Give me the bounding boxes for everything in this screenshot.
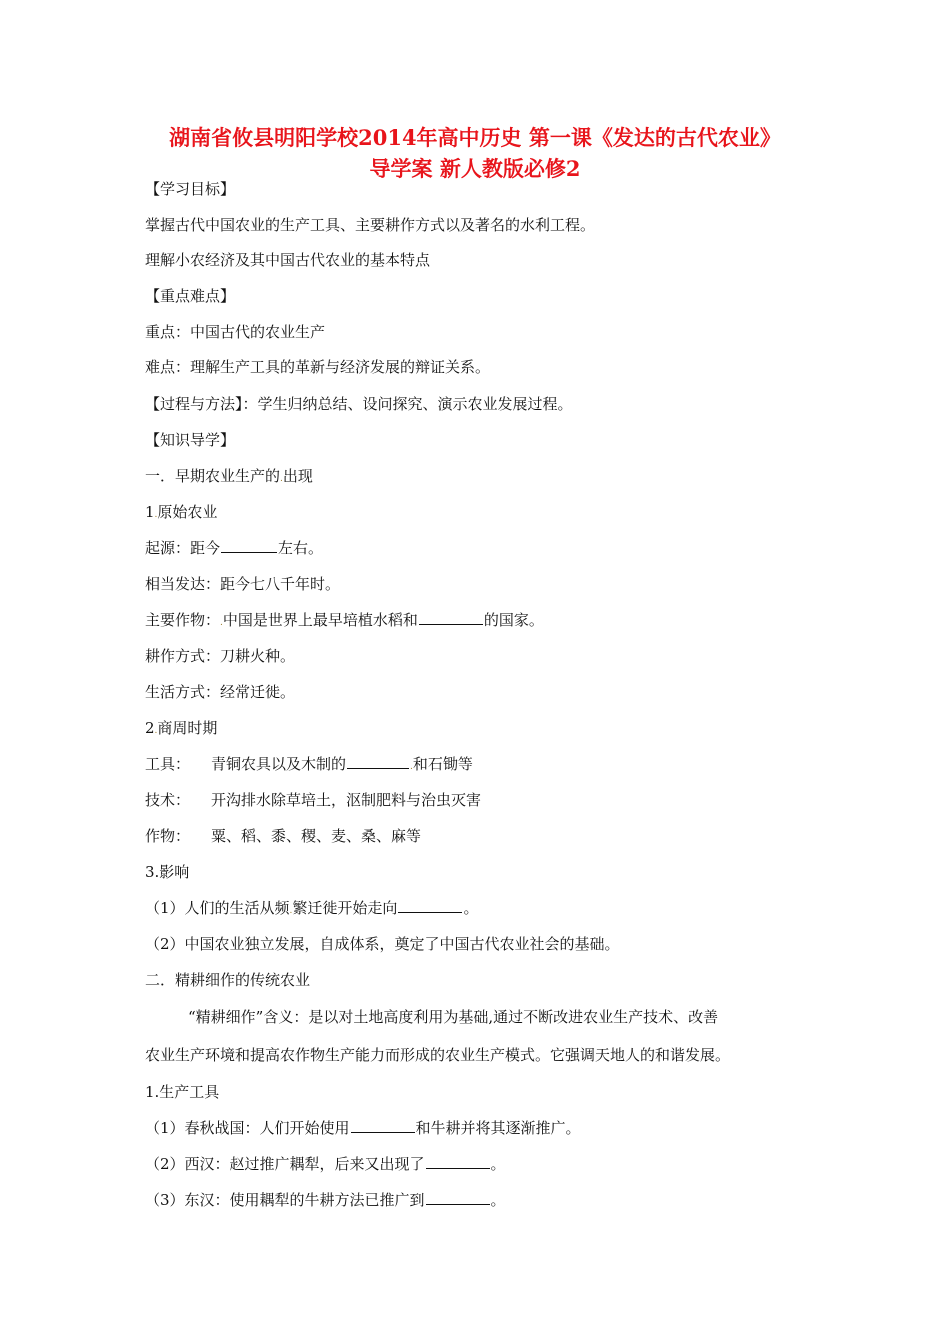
tech-line [145, 789, 481, 810]
subsection-1-2-num: 2 [145, 719, 155, 737]
mark-dot: . [410, 762, 413, 772]
fill-blank[interactable] [426, 1189, 490, 1205]
doc-title-line2: 导学案 新人教版必修2 [369, 156, 581, 181]
zuowu-label: 作物： [145, 827, 191, 845]
impact-1-text-b: 繁迁徙开始走向 [292, 899, 398, 917]
heading-guide: 【知识导学】 [145, 431, 236, 449]
life-line: 生活方式：经常迁徙。 [145, 683, 296, 701]
subsection-2-1: 1.生产工具 [145, 1083, 220, 1101]
tool-3-line [145, 1189, 506, 1210]
crops-text-a: 主要作物： [145, 611, 221, 629]
tech-label: 技术： [145, 791, 191, 809]
tools-text-a: 青铜农具以及木制的 [211, 755, 347, 773]
subsection-1-1-text: 原始农业 [157, 503, 218, 521]
farming-line: 耕作方式：刀耕火种。 [145, 647, 296, 665]
tool-1-text-a: （1）春秋战国：人们开始使用 [145, 1119, 350, 1137]
fill-blank[interactable] [426, 1153, 490, 1169]
mark-dot: . [280, 474, 283, 484]
crops-line [145, 609, 544, 630]
mark-dot: . [154, 726, 158, 736]
fill-blank[interactable] [221, 537, 277, 553]
origin-line [145, 537, 323, 558]
tool-2-text-a: （2）西汉：赵过推广耦犁，后来又出现了 [145, 1155, 425, 1173]
keypoint-1: 重点：中国古代的农业生产 [145, 323, 326, 341]
tools-text-b: 和石锄等 [412, 755, 473, 773]
subsection-1-3: 3.影响 [145, 863, 190, 881]
tech-text: 开沟排水除草培土，沤制肥料与治虫灭害 [211, 791, 482, 809]
tool-3-text-a: （3）东汉：使用耦犁的牛耕方法已推广到 [145, 1191, 425, 1209]
section-2-heading: 二．精耕细作的传统农业 [145, 971, 311, 989]
origin-text-a: 起源：距今 [145, 539, 221, 557]
tool-3-text-b: 。 [490, 1191, 506, 1209]
zuowu-text: 粟、稻、黍、稷、麦、桑、麻等 [211, 827, 422, 845]
tool-2-text-b: 。 [490, 1155, 506, 1173]
zuowu-line [145, 825, 421, 846]
mark-dot: . [220, 618, 223, 628]
tool-2-line [145, 1153, 506, 1174]
fill-blank[interactable] [347, 753, 409, 769]
fill-blank[interactable] [398, 897, 462, 913]
tools-label: 工具： [145, 755, 191, 773]
fill-blank[interactable] [419, 609, 483, 625]
heading-objectives: 【学习目标】 [145, 180, 236, 198]
definition-line-1: “精耕细作”含义：是以对土地高度利用为基础,通过不断改进农业生产技术、改善 [188, 1008, 719, 1026]
origin-text-b: 左右。 [278, 539, 324, 557]
impact-2-line: （2）中国农业独立发展，自成体系，奠定了中国古代农业社会的基础。 [145, 935, 620, 953]
subsection-1-1-num: 1 [145, 503, 155, 521]
tool-1-line [145, 1117, 581, 1138]
impact-1-line [145, 897, 478, 918]
keypoint-2: 难点：理解生产工具的革新与经济发展的辩证关系。 [145, 358, 491, 376]
objective-2: 理解小农经济及其中国古代农业的基本特点 [145, 251, 431, 269]
heading-keypoints: 【重点难点】 [145, 287, 236, 305]
mark-dot: . [154, 510, 158, 520]
section-1-text-a: 一．早期农业生产的 [145, 467, 281, 485]
section-1-heading [145, 465, 313, 486]
subsection-1-2 [145, 717, 217, 738]
fill-blank[interactable] [351, 1117, 415, 1133]
developed-line: 相当发达：距今七八千年时。 [145, 575, 341, 593]
process-methods: 【过程与方法】：学生归纳总结、设问探究、演示农业发展过程。 [145, 395, 573, 413]
crops-text-c: 的国家。 [483, 611, 544, 629]
objective-1: 掌握古代中国农业的生产工具、主要耕作方式以及著名的水利工程。 [145, 216, 596, 234]
subsection-1-2-text: 商周时期 [157, 719, 218, 737]
tools-line [145, 753, 473, 774]
doc-title-line1: 湖南省攸县明阳学校2014年高中历史 第一课《发达的古代农业》 [169, 125, 781, 150]
impact-1-text-c: 。 [463, 899, 479, 917]
tool-1-text-b: 和牛耕并将其逐渐推广。 [415, 1119, 581, 1137]
subsection-1-1 [145, 501, 217, 522]
crops-text-b: 中国是世界上最早培植水稻和 [222, 611, 418, 629]
impact-1-text-a: （1）人们的生活从频 [145, 899, 290, 917]
section-1-text-b: 出现 [282, 467, 313, 485]
definition-line-2: 农业生产环境和提高农作物生产能力而形成的农业生产模式。它强调天地人的和谐发展。 [145, 1046, 731, 1064]
mark-dot: . [289, 906, 293, 916]
